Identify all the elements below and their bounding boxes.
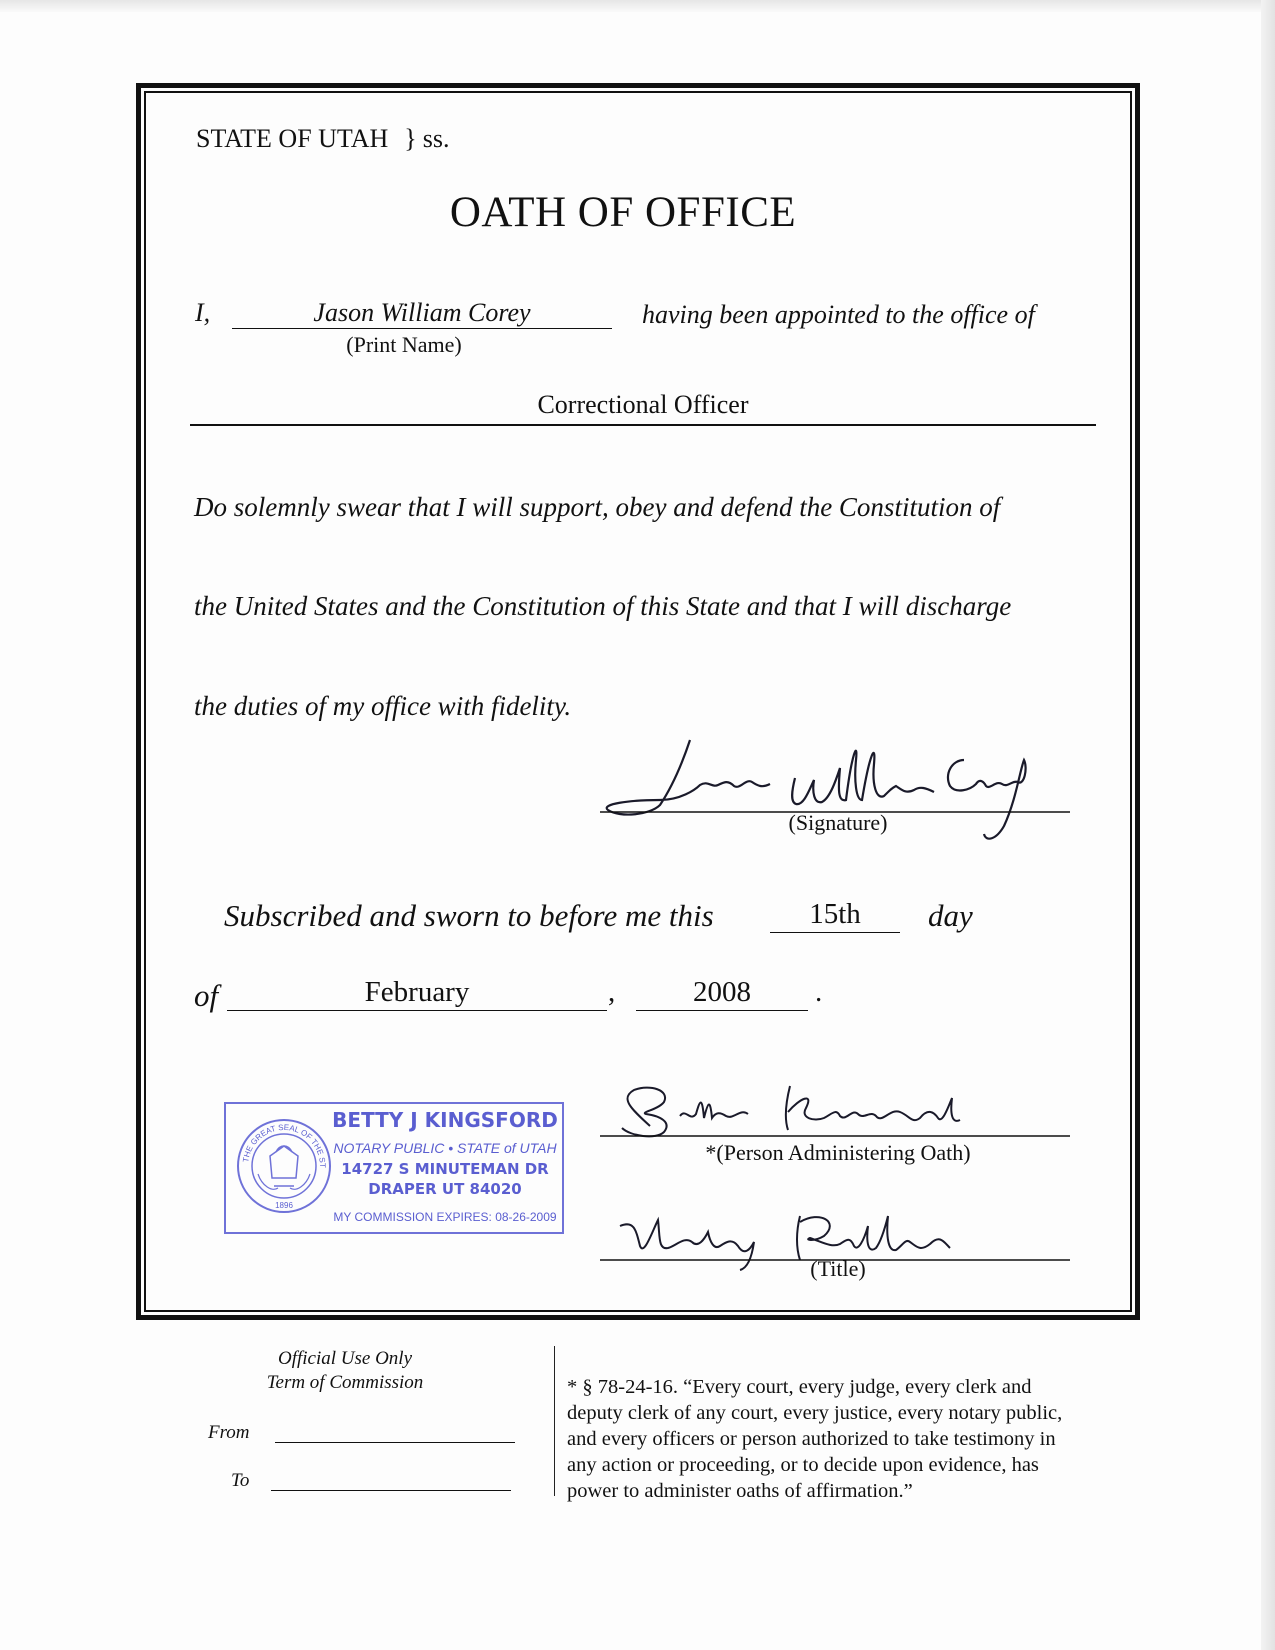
administrator-caption: *(Person Administering Oath): [705, 1140, 971, 1165]
appointed-text: having been appointed to the office of: [642, 300, 1035, 329]
print-name-caption: (Print Name): [346, 332, 462, 357]
stamp-expiration: MY COMMISSION EXPIRES: 08-26-2009: [333, 1210, 557, 1224]
print-name-underline: [232, 328, 612, 329]
year-underline: [636, 1010, 808, 1011]
svg-text:THE GREAT SEAL OF THE STATE OF: THE GREAT SEAL OF THE STATE OF UTAH: [230, 1109, 328, 1168]
day-field[interactable]: 15th: [809, 898, 861, 930]
year-field[interactable]: 2008: [693, 976, 751, 1008]
state-name: STATE OF UTAH: [196, 124, 389, 153]
month-field[interactable]: February: [364, 976, 470, 1008]
oath-line-2: the United States and the Constitution of this State and that I will discharge: [194, 591, 1012, 621]
statute-note: [567, 1374, 1127, 1504]
stamp-notary-name: BETTY J KINGSFORD: [332, 1108, 558, 1132]
oath-line-1: Do solemnly swear that I will support, obey and defend the Constitution of: [194, 492, 1001, 522]
administrator-signature: [600, 1078, 1080, 1148]
term-of-commission: Term of Commission: [266, 1372, 424, 1393]
sworn-text: Subscribed and sworn to before me this: [224, 898, 714, 933]
stamp-address: 14727 S MINUTEMAN DR: [341, 1160, 549, 1178]
print-name-field[interactable]: Jason William Corey: [313, 298, 531, 327]
stamp-notary-title: NOTARY PUBLIC • STATE of UTAH: [333, 1140, 557, 1156]
official-use-heading: Official Use Only: [277, 1348, 413, 1369]
office-underline: [190, 424, 1096, 426]
statute-line: * § 78-24-16. “Every court, every judge, every clerk and: [567, 1376, 1032, 1398]
statute-line: any action or proceeding, or to decide upon evidence, has: [567, 1454, 1039, 1476]
bottom-divider: [554, 1346, 555, 1496]
scan-edge-top: [0, 0, 1275, 12]
signature-caption: (Signature): [788, 810, 888, 835]
day-word: day: [928, 898, 973, 933]
statute-line: deputy clerk of any court, every justice, every notary public,: [567, 1402, 1063, 1424]
date-period: .: [815, 976, 823, 1008]
office-field[interactable]: Correctional Officer: [537, 390, 749, 419]
pronoun-i: I,: [195, 298, 211, 327]
to-field[interactable]: [271, 1490, 511, 1491]
venue-brace: }: [404, 124, 417, 153]
oath-line-3: the duties of my office with fidelity.: [194, 691, 572, 721]
svg-text:1896: 1896: [275, 1201, 293, 1210]
state-venue: [196, 124, 450, 154]
scan-edge-right: [1261, 0, 1275, 1650]
to-label: To: [231, 1470, 250, 1491]
title-caption: (Title): [810, 1256, 866, 1281]
month-underline: [227, 1010, 607, 1011]
page-title: OATH OF OFFICE: [449, 189, 797, 236]
statute-line: power to administer oaths of affirmation.”: [567, 1480, 913, 1502]
from-field[interactable]: [275, 1442, 515, 1443]
from-label: From: [208, 1422, 250, 1443]
notary-stamp: [224, 1102, 564, 1234]
state-seal-icon: [230, 1109, 334, 1216]
venue-ss: ss.: [422, 124, 450, 153]
statute-line: and every officers or person authorized to take testimony in: [567, 1428, 1056, 1450]
stamp-city: DRAPER UT 84020: [368, 1180, 522, 1198]
day-underline: [770, 932, 900, 933]
of-word: of: [194, 978, 219, 1013]
date-comma: ,: [608, 976, 616, 1008]
